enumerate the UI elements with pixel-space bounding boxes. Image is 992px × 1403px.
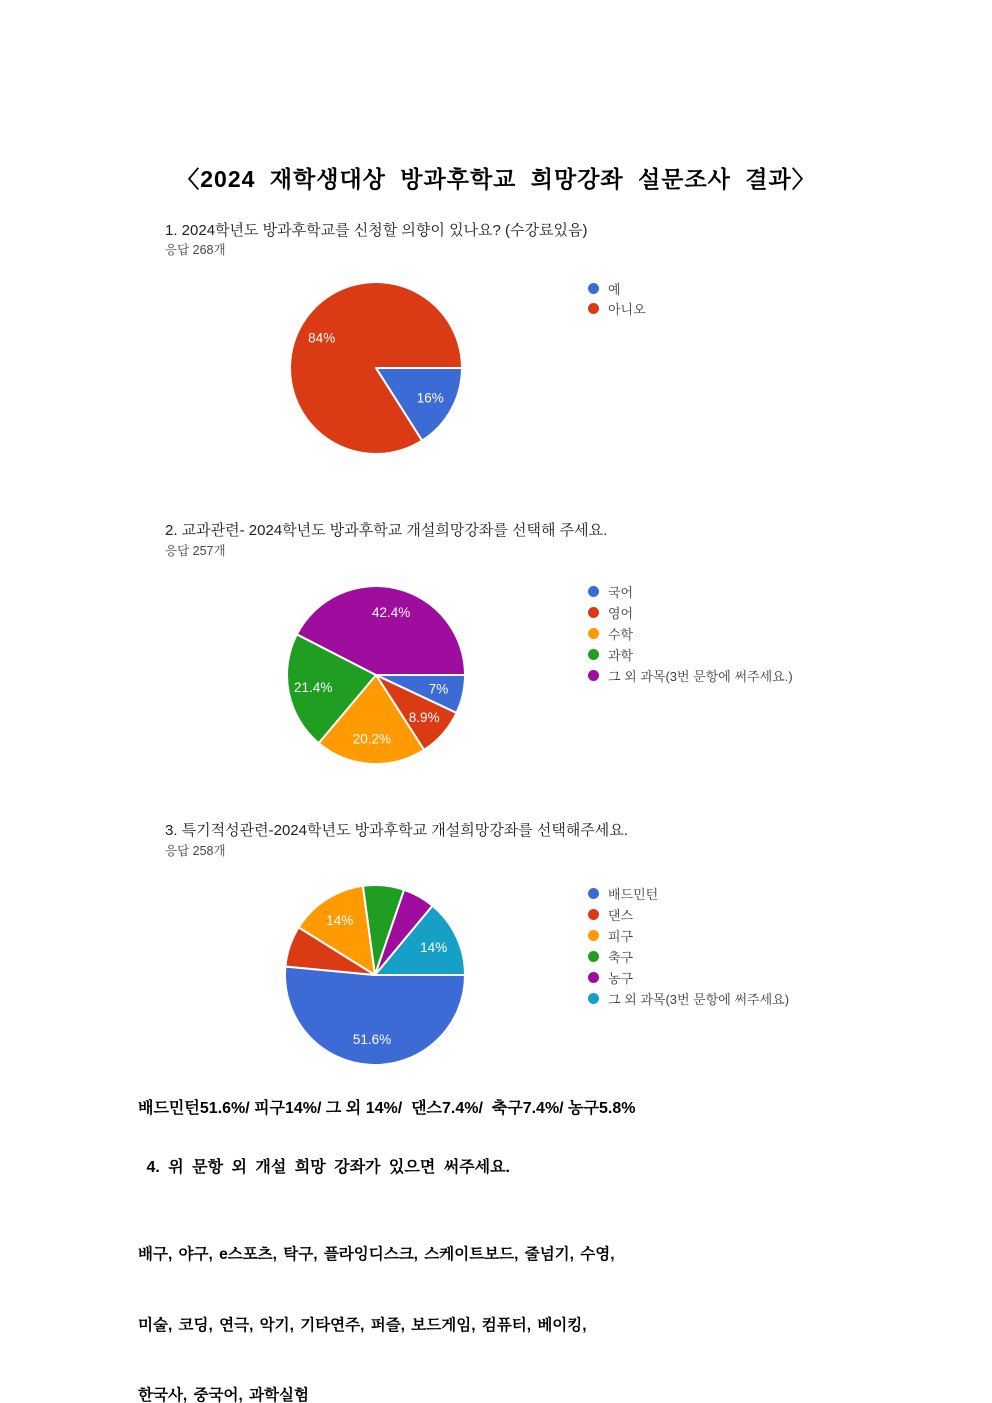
question-2-heading: 2. 교과관련- 2024학년도 방과후학교 개설희망강좌를 선택해 주세요. [165,522,608,539]
question-3-summary-text: 배드민턴51.6%/ 피구14%/ 그 외 14%/ 댄스7.4%/ 축구7.4%/ 농구5.8% [138,1100,636,1117]
question-1-response-count: 응답 268개 [165,243,226,257]
legend-label: 댄스 [608,908,634,923]
question-3-legend [588,883,789,1009]
legend-color-dot [588,607,599,618]
question-3-pie-chart [275,875,475,1075]
pie-chart-svg [280,272,472,464]
legend-item [588,665,793,686]
legend-color-dot [588,649,599,660]
legend-item [588,946,789,967]
legend-item [588,967,789,988]
legend-item [588,602,793,623]
question-1-pie-chart [280,272,472,464]
slice-percent-label: 21.4% [294,680,333,696]
legend-color-dot [588,628,599,639]
question-3-heading: 3. 특기적성관련-2024학년도 방과후학교 개설희망강좌를 선택해주세요. [165,822,628,839]
document-title: 〈2024 재학생대상 방과후학교 희망강좌 설문조사 결과〉 [176,166,816,192]
answers-line-2: 미술, 코딩, 연극, 악기, 기타연주, 퍼즐, 보드게임, 컴퓨터, 베이킹, [138,1316,587,1334]
legend-color-dot [588,670,599,681]
legend-label: 국어 [608,585,634,600]
legend-item [588,278,646,298]
question-1-heading: 1. 2024학년도 방과후학교를 신청할 의향이 있나요? (수강료있음) [165,222,588,239]
slice-percent-label: 14% [420,940,448,955]
legend-color-dot [588,909,599,920]
slice-percent-label: 51.6% [352,1032,392,1048]
answers-line-1: 배구, 야구, e스포츠, 탁구, 플라잉디스크, 스케이트보드, 줄넘기, 수영, [138,1246,615,1263]
legend-item [588,988,789,1009]
legend-label: 그 외 과목(3번 문항에 써주세요) [608,992,790,1007]
legend-item [588,644,793,665]
legend-label: 영어 [608,606,634,621]
legend-label: 농구 [608,971,634,986]
slice-percent-label: 14% [326,913,354,929]
legend-color-dot [588,888,599,899]
slice-percent-label: 8.9% [408,709,440,725]
slice-percent-label: 16% [416,390,444,406]
legend-color-dot [588,283,599,294]
legend-item [588,883,789,904]
legend-color-dot [588,993,599,1004]
legend-color-dot [588,586,599,597]
legend-label: 예 [608,281,621,297]
question-2-response-count: 응답 257개 [165,544,226,558]
pie-chart-svg [277,576,475,774]
legend-label: 그 외 과목(3번 문항에 써주세요.) [608,669,793,684]
pie-slice [285,967,465,1065]
legend-item [588,925,789,946]
legend-color-dot [588,972,599,983]
question-2-legend [588,581,793,686]
slice-percent-label: 7% [428,681,449,697]
legend-color-dot [588,930,599,941]
legend-item [588,298,646,318]
slice-percent-label: 20.2% [352,731,392,747]
legend-color-dot [588,303,599,314]
legend-item [588,623,793,644]
slice-percent-label: 84% [308,330,336,346]
question-2-pie-chart [277,576,475,774]
slice-percent-label: 42.4% [371,605,411,621]
legend-label: 과학 [608,648,634,663]
pie-chart-svg [275,875,475,1075]
legend-label: 피구 [608,929,634,944]
question-1-legend [588,278,646,318]
legend-label: 축구 [608,950,634,965]
legend-item [588,904,789,925]
legend-label: 아니오 [608,301,646,317]
legend-label: 수학 [608,627,634,642]
question-3-response-count: 응답 258개 [165,844,226,858]
legend-item [588,581,793,602]
legend-color-dot [588,951,599,962]
question-4-answers [138,1196,615,1403]
answers-line-3: 한국사, 중국어, 과학실험 [138,1387,309,1403]
question-4-heading: 4. 위 문항 외 개설 희망 강좌가 있으면 써주세요. [138,1159,511,1176]
legend-label: 배드민턴 [608,887,659,902]
